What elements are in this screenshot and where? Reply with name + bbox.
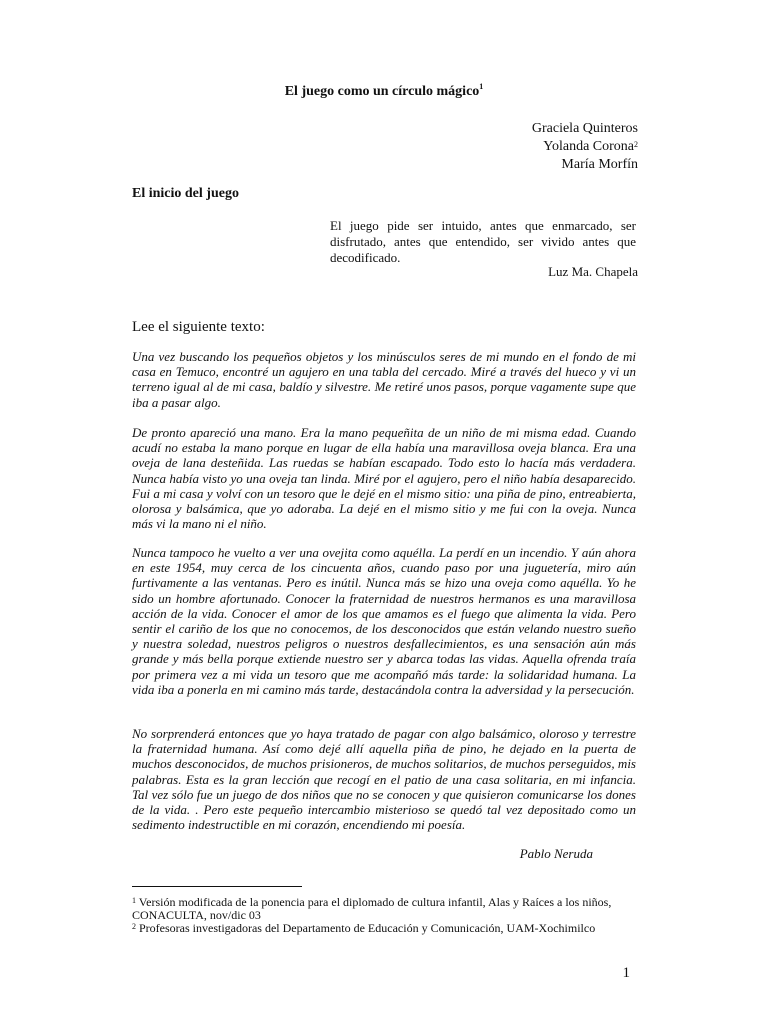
paragraph-3: Nunca tampoco he vuelto a ver una ovejita como aquélla. La perdí en un incendio. Y aún ahora en este 1954, muy cerca de los cincuenta años, cuando paso por una juguetería, miro aún furtivamente a las ventanas. Pero es inútil. Nunca más se hizo una oveja como aquélla. Yo he sido un hombre afortunado. Conocer la fraternidad de nuestros hermanos es una maravillosa acción de la vida. Conocer el amor de los que amamos es el fuego que alimenta la vida. Pero sentir el cariño de los que no conocemos, de los desconocidos que están velando nuestro sueño y nuestra soledad, nuestros peligros o nuestros desfallecimientos, es una sensación aún más grande y más bella porque extiende nuestro ser y abarca todas las vidas. Aquella ofrenda traía por primera vez a mi vida un tesoro que me acompañó más tarde: la solidaridad humana. La vida iba a ponerla en mi camino más tarde, destacándola contra la adversidad y la persecución. bbox=[132, 545, 636, 697]
paragraph-4: No sorprenderá entonces que yo haya tratado de pagar con algo balsámico, oloroso y terrestre la fraternidad humana. Así como dejé allí aquella piña de pino, he dejado en la puerta de muchos desconocidos, de muchos prisioneros, de muchos solitarios, de muchos perseguidos, mis palabras. Esta es la gran lección que recogí en el patio de una casa solitaria, en mi infancia. Tal vez sólo fue un juego de dos niños que no se conocen y que quisieron comunicarse los dones de la vida. . Pero este pequeño intercambio misterioso se quedó tal vez depositado como un sedimento indestructible en mi corazón, encendiendo mi poesía. bbox=[132, 726, 636, 833]
author-2: Yolanda Corona$^2$ bbox=[543, 139, 638, 154]
footnote-1: $^1$ Versión modificada de la ponencia para el diplomado de cultura infantil, Alas y Raíces a los niños, CONACULTA, nov/dic 03 bbox=[132, 895, 612, 922]
author-3: María Morfín bbox=[561, 157, 638, 172]
author-list bbox=[532, 120, 638, 174]
intro-line: Lee el siguiente texto: bbox=[132, 319, 265, 335]
footnote-divider bbox=[132, 886, 302, 887]
page-number: 1 bbox=[622, 965, 630, 981]
document-title: El juego como un círculo mágico$^1$ bbox=[284, 82, 484, 99]
paragraph-1: Una vez buscando los pequeños objetos y los minúsculos seres de mi mundo en el fondo de mi casa en Temuco, encontré un agujero en una tabla del cercado. Miré a través del hueco y vi un terreno igual al de mi casa, baldío y silvestre. Me retiré unos pasos, porque vagamente supe que iba a pasar algo. bbox=[132, 349, 636, 410]
footnote-ref-1: 1 bbox=[479, 82, 484, 91]
signature: Pablo Neruda bbox=[519, 846, 593, 861]
footnote-1-ref: 1 bbox=[132, 896, 136, 905]
epigraph-author: Luz Ma. Chapela bbox=[548, 264, 638, 279]
footnote-ref-2: 2 bbox=[634, 140, 638, 149]
paragraph-2: De pronto apareció una mano. Era la mano pequeñita de un niño de mi misma edad. Cuando acudí no estaba la mano porque en lugar de ella había una maravillosa oveja blanca. Era una oveja de lana desteñida. Las ruedas se habían escapado. Todo esto lo hacía más verdadera. Nunca había visto yo una oveja tan linda. Miré por el agujero, pero el niño había desaparecido. Fui a mi casa y volví con un tesoro que le dejé en el mismo sitio: una piña de pino, entreabierta, olorosa y balsámica, que yo adoraba. La dejé en el mismo sitio y me fui con la oveja. Nunca más vi la mano ni el niño. bbox=[132, 425, 636, 532]
epigraph-text: El juego pide ser intuido, antes que enmarcado, ser disfrutado, antes que entendido, ser vivido antes que decodificado. bbox=[330, 218, 636, 265]
footnote-2: $^2$ Profesoras investigadoras del Departamento de Educación y Comunicación, UAM-Xochimilco bbox=[132, 921, 596, 935]
section-heading: El inicio del juego bbox=[132, 186, 239, 201]
author-1: Graciela Quinteros bbox=[531, 121, 638, 136]
footnote-2-ref: 2 bbox=[132, 922, 136, 931]
